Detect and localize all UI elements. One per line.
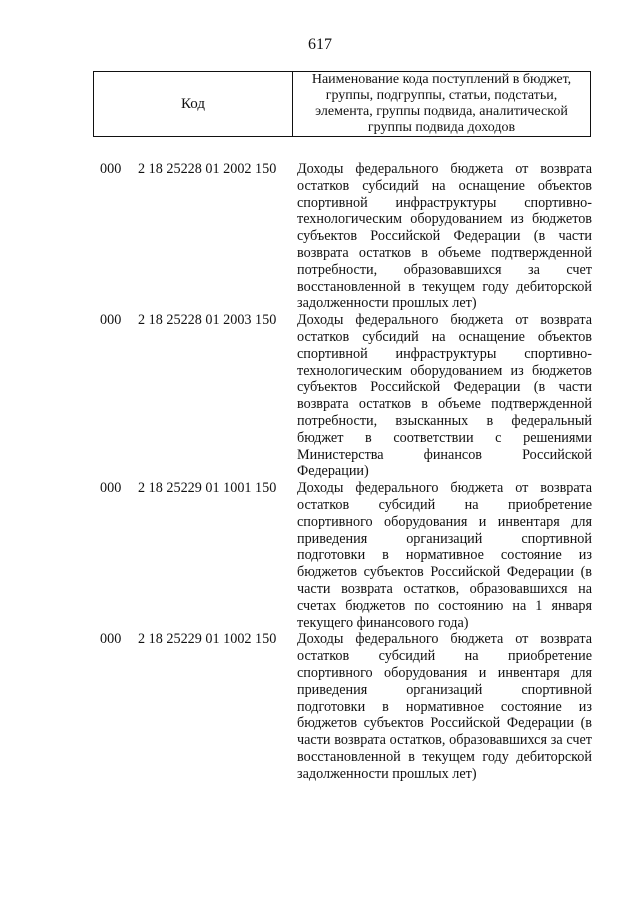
income-code: 2 18 25229 01 1001 150 xyxy=(138,480,277,497)
row-code-cell xyxy=(100,480,297,631)
income-codes-list xyxy=(100,161,592,782)
table-row xyxy=(100,161,592,312)
table-row xyxy=(100,480,592,631)
admin-code: 000 xyxy=(100,480,122,497)
income-code: 2 18 25228 01 2003 150 xyxy=(138,312,277,329)
admin-code: 000 xyxy=(100,631,122,648)
admin-code: 000 xyxy=(100,312,122,329)
table-row xyxy=(100,631,592,782)
row-description: Доходы федерального бюджета от возврата остатков субсидий на оснащение объектов спортивной инфраструктуры спортивно-технологическим оборудованием из бюджетов субъектов Российской Федерации (в части возврата остатков в объеме подтвержденной потребности, образовавшихся за счет восстановленной в текущем году дебиторской задолженности прошлых лет) xyxy=(297,161,592,312)
row-code-cell xyxy=(100,312,297,480)
row-description: Доходы федерального бюджета от возврата остатков субсидий на приобретение спортивного оборудования и инвентаря для приведения организаций спортивной подготовки в нормативное состояние из бюджетов субъектов Российской Федерации (в части возврата остатков, образовавшихся за счет восстановленной в текущем году дебиторской задолженности прошлых лет) xyxy=(297,631,592,782)
row-code-cell xyxy=(100,161,297,312)
table-row xyxy=(100,312,592,480)
page-number: 617 xyxy=(308,36,332,53)
income-code: 2 18 25229 01 1002 150 xyxy=(138,631,277,648)
admin-code: 000 xyxy=(100,161,122,177)
row-code-cell xyxy=(100,631,297,782)
code-column-header: Код xyxy=(94,72,293,136)
row-description: Доходы федерального бюджета от возврата остатков субсидий на приобретение спортивного оборудования и инвентаря для приведения организаций спортивной подготовки в нормативное состояние из бюджетов субъектов Российской Федерации (в части возврата остатков, образовавшихся на счетах бюджетов по состоянию на 1 января текущего финансового года) xyxy=(297,480,592,631)
name-column-header: Наименование кода поступлений в бюджет, группы, подгруппы, статьи, подстатьи, элемента, группы подвида, аналитической группы подвида доходов xyxy=(311,72,572,135)
income-code: 2 18 25228 01 2002 150 xyxy=(138,161,277,177)
row-description: Доходы федерального бюджета от возврата остатков субсидий на оснащение объектов спортивной инфраструктуры спортивно-технологическим оборудованием из бюджетов субъектов Российской Федерации (в части возврата остатков в объеме подтвержденной потребности, взысканных в федеральный бюджет в соответствии с решениями Министерства финансов Российской Федерации) xyxy=(297,312,592,480)
table-header xyxy=(93,71,591,137)
